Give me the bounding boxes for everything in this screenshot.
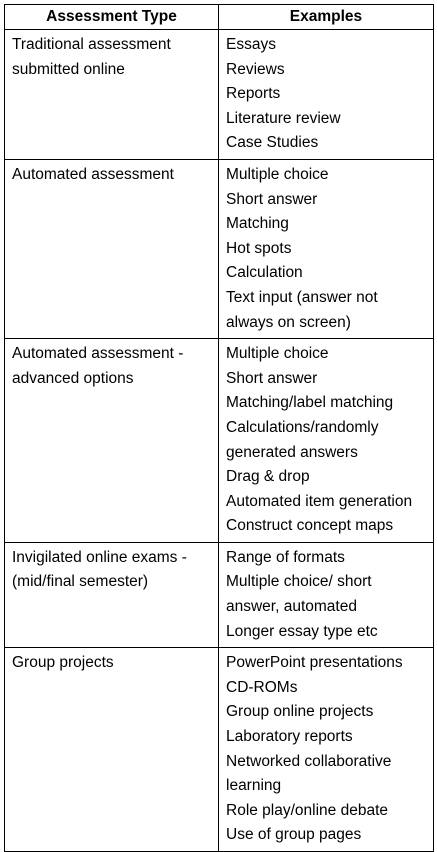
table-row (5, 339, 434, 543)
example-item: Reports (226, 85, 281, 103)
example-item: Drag & drop (226, 468, 310, 486)
examples-cell (219, 542, 434, 647)
examples-cell (219, 159, 434, 338)
table-row (5, 30, 434, 160)
assessment-type-label: Invigilated online exams - (mid/final semester) (12, 548, 187, 591)
example-item: Multiple choice (226, 165, 329, 183)
example-item: Matching (226, 215, 289, 233)
example-item: Group online projects (226, 703, 374, 721)
example-item: Hot spots (226, 239, 292, 257)
example-item: Calculations/randomly generated answers (226, 418, 379, 461)
example-item: Multiple choice/ short answer, automated (226, 573, 372, 616)
example-item: Calculation (226, 264, 303, 282)
example-item: Reviews (226, 60, 285, 78)
table-row (5, 542, 434, 647)
header-assessment-type: Assessment Type (5, 5, 219, 30)
example-item: Multiple choice (226, 345, 329, 363)
assessment-type-cell (5, 339, 219, 543)
assessment-table (4, 4, 434, 852)
assessment-type-label: Traditional assessment submitted online (12, 36, 171, 78)
example-item: Laboratory reports (226, 728, 353, 746)
example-item: Literature review (226, 109, 341, 127)
assessment-type-label: Group projects (12, 654, 114, 672)
assessment-type-cell (5, 542, 219, 647)
example-item: Networked collaborative learning (226, 752, 392, 795)
examples-cell (219, 648, 434, 852)
table-header-row (5, 5, 434, 30)
example-item: Case Studies (226, 134, 319, 152)
assessment-type-cell (5, 159, 219, 338)
examples-cell (219, 30, 434, 160)
assessment-type-label: Automated assessment (12, 165, 174, 183)
example-item: Short answer (226, 190, 318, 208)
examples-cell (219, 339, 434, 543)
assessment-type-label: Automated assessment - advanced options (12, 345, 184, 387)
example-item: PowerPoint presentations (226, 654, 403, 672)
example-item: Text input (answer not always on screen) (226, 288, 378, 331)
assessment-type-cell (5, 30, 219, 160)
example-item: Longer essay type etc (226, 622, 378, 640)
example-item: Role play/online debate (226, 801, 389, 819)
header-examples: Examples (219, 5, 434, 30)
example-item: Construct concept maps (226, 517, 394, 535)
example-item: Short answer (226, 369, 318, 387)
table-row (5, 648, 434, 852)
example-item: Essays (226, 36, 276, 53)
example-item: Use of group pages (226, 826, 362, 844)
assessment-type-cell (5, 648, 219, 852)
example-item: Matching/label matching (226, 394, 394, 412)
table-row (5, 159, 434, 338)
example-item: Automated item generation (226, 492, 413, 510)
example-item: CD-ROMs (226, 678, 298, 696)
example-item: Range of formats (226, 548, 345, 566)
